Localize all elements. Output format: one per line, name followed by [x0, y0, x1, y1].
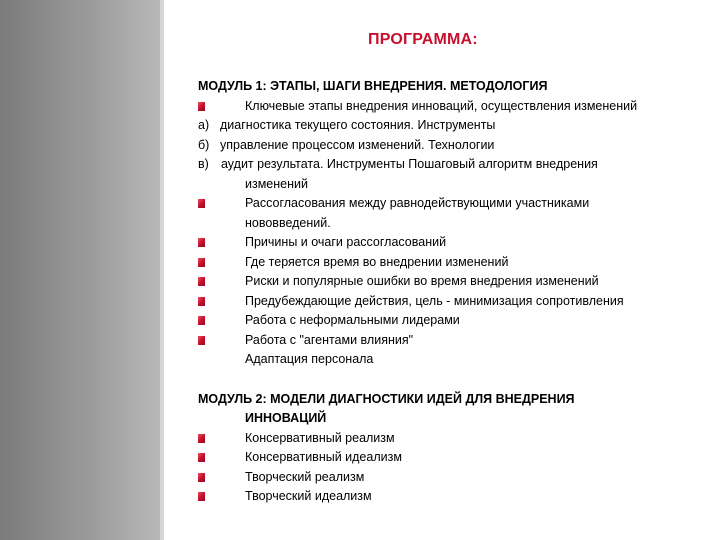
bullet-icon: [198, 316, 205, 325]
module-2-heading-continuation: ИННОВАЦИЙ: [245, 411, 327, 425]
list-item: Консервативный реализм: [198, 429, 710, 449]
list-item: Ключевые этапы внедрения инноваций, осуществления изменений: [198, 97, 710, 117]
module-2-heading: МОДУЛЬ 2: МОДЕЛИ ДИАГНОСТИКИ ИДЕЙ ДЛЯ ВНЕДРЕНИЯ: [198, 391, 575, 406]
bullet-icon: [198, 258, 205, 267]
list-item: Причины и очаги рассогласований: [198, 233, 710, 253]
list-marker: б): [198, 137, 210, 152]
page-title: ПРОГРАММА:: [368, 31, 478, 48]
section-gap: [198, 370, 710, 390]
list-item-continuation: Адаптация персонала: [245, 352, 374, 366]
list-item: б) управление процессом изменений. Технологии: [198, 136, 710, 156]
bullet-icon: [198, 277, 205, 286]
bullet-icon: [198, 453, 205, 462]
decorative-sidebar: [0, 0, 160, 540]
bullet-icon: [198, 238, 205, 247]
list-item: Работа с неформальными лидерами: [198, 311, 710, 331]
list-item: Где теряется время во внедрении изменений: [198, 253, 710, 273]
bullet-icon: [198, 473, 205, 482]
list-marker: в): [198, 157, 209, 171]
list-marker: а): [198, 118, 210, 132]
sidebar-edge: [160, 0, 164, 540]
list-item: Работа с "агентами влияния": [198, 331, 710, 351]
list-item: Риски и популярные ошибки во время внедрения изменений: [198, 272, 710, 292]
program-content: [198, 77, 710, 507]
list-item: Консервативный идеализм: [198, 448, 710, 468]
module-1-heading: МОДУЛЬ 1: ЭТАПЫ, ШАГИ ВНЕДРЕНИЯ. МЕТОДОЛОГИЯ: [198, 79, 548, 93]
bullet-icon: [198, 297, 205, 306]
bullet-icon: [198, 102, 205, 111]
bullet-icon: [198, 336, 205, 345]
list-item: а) диагностика текущего состояния. Инструменты: [198, 116, 710, 136]
list-item: в) аудит результата. Инструменты Пошаговый алгоритм внедрения: [198, 155, 710, 175]
list-item: Предубеждающие действия, цель - минимизация сопротивления: [198, 292, 710, 312]
bullet-icon: [198, 199, 205, 208]
bullet-icon: [198, 492, 205, 501]
list-item: Творческий идеализм: [198, 487, 710, 507]
list-item: Рассогласования между равнодействующими участниками: [198, 194, 710, 214]
list-item-continuation: нововведений.: [245, 215, 331, 230]
bullet-icon: [198, 434, 205, 443]
list-item-continuation: изменений: [245, 176, 308, 191]
list-item: Творческий реализм: [198, 468, 710, 488]
